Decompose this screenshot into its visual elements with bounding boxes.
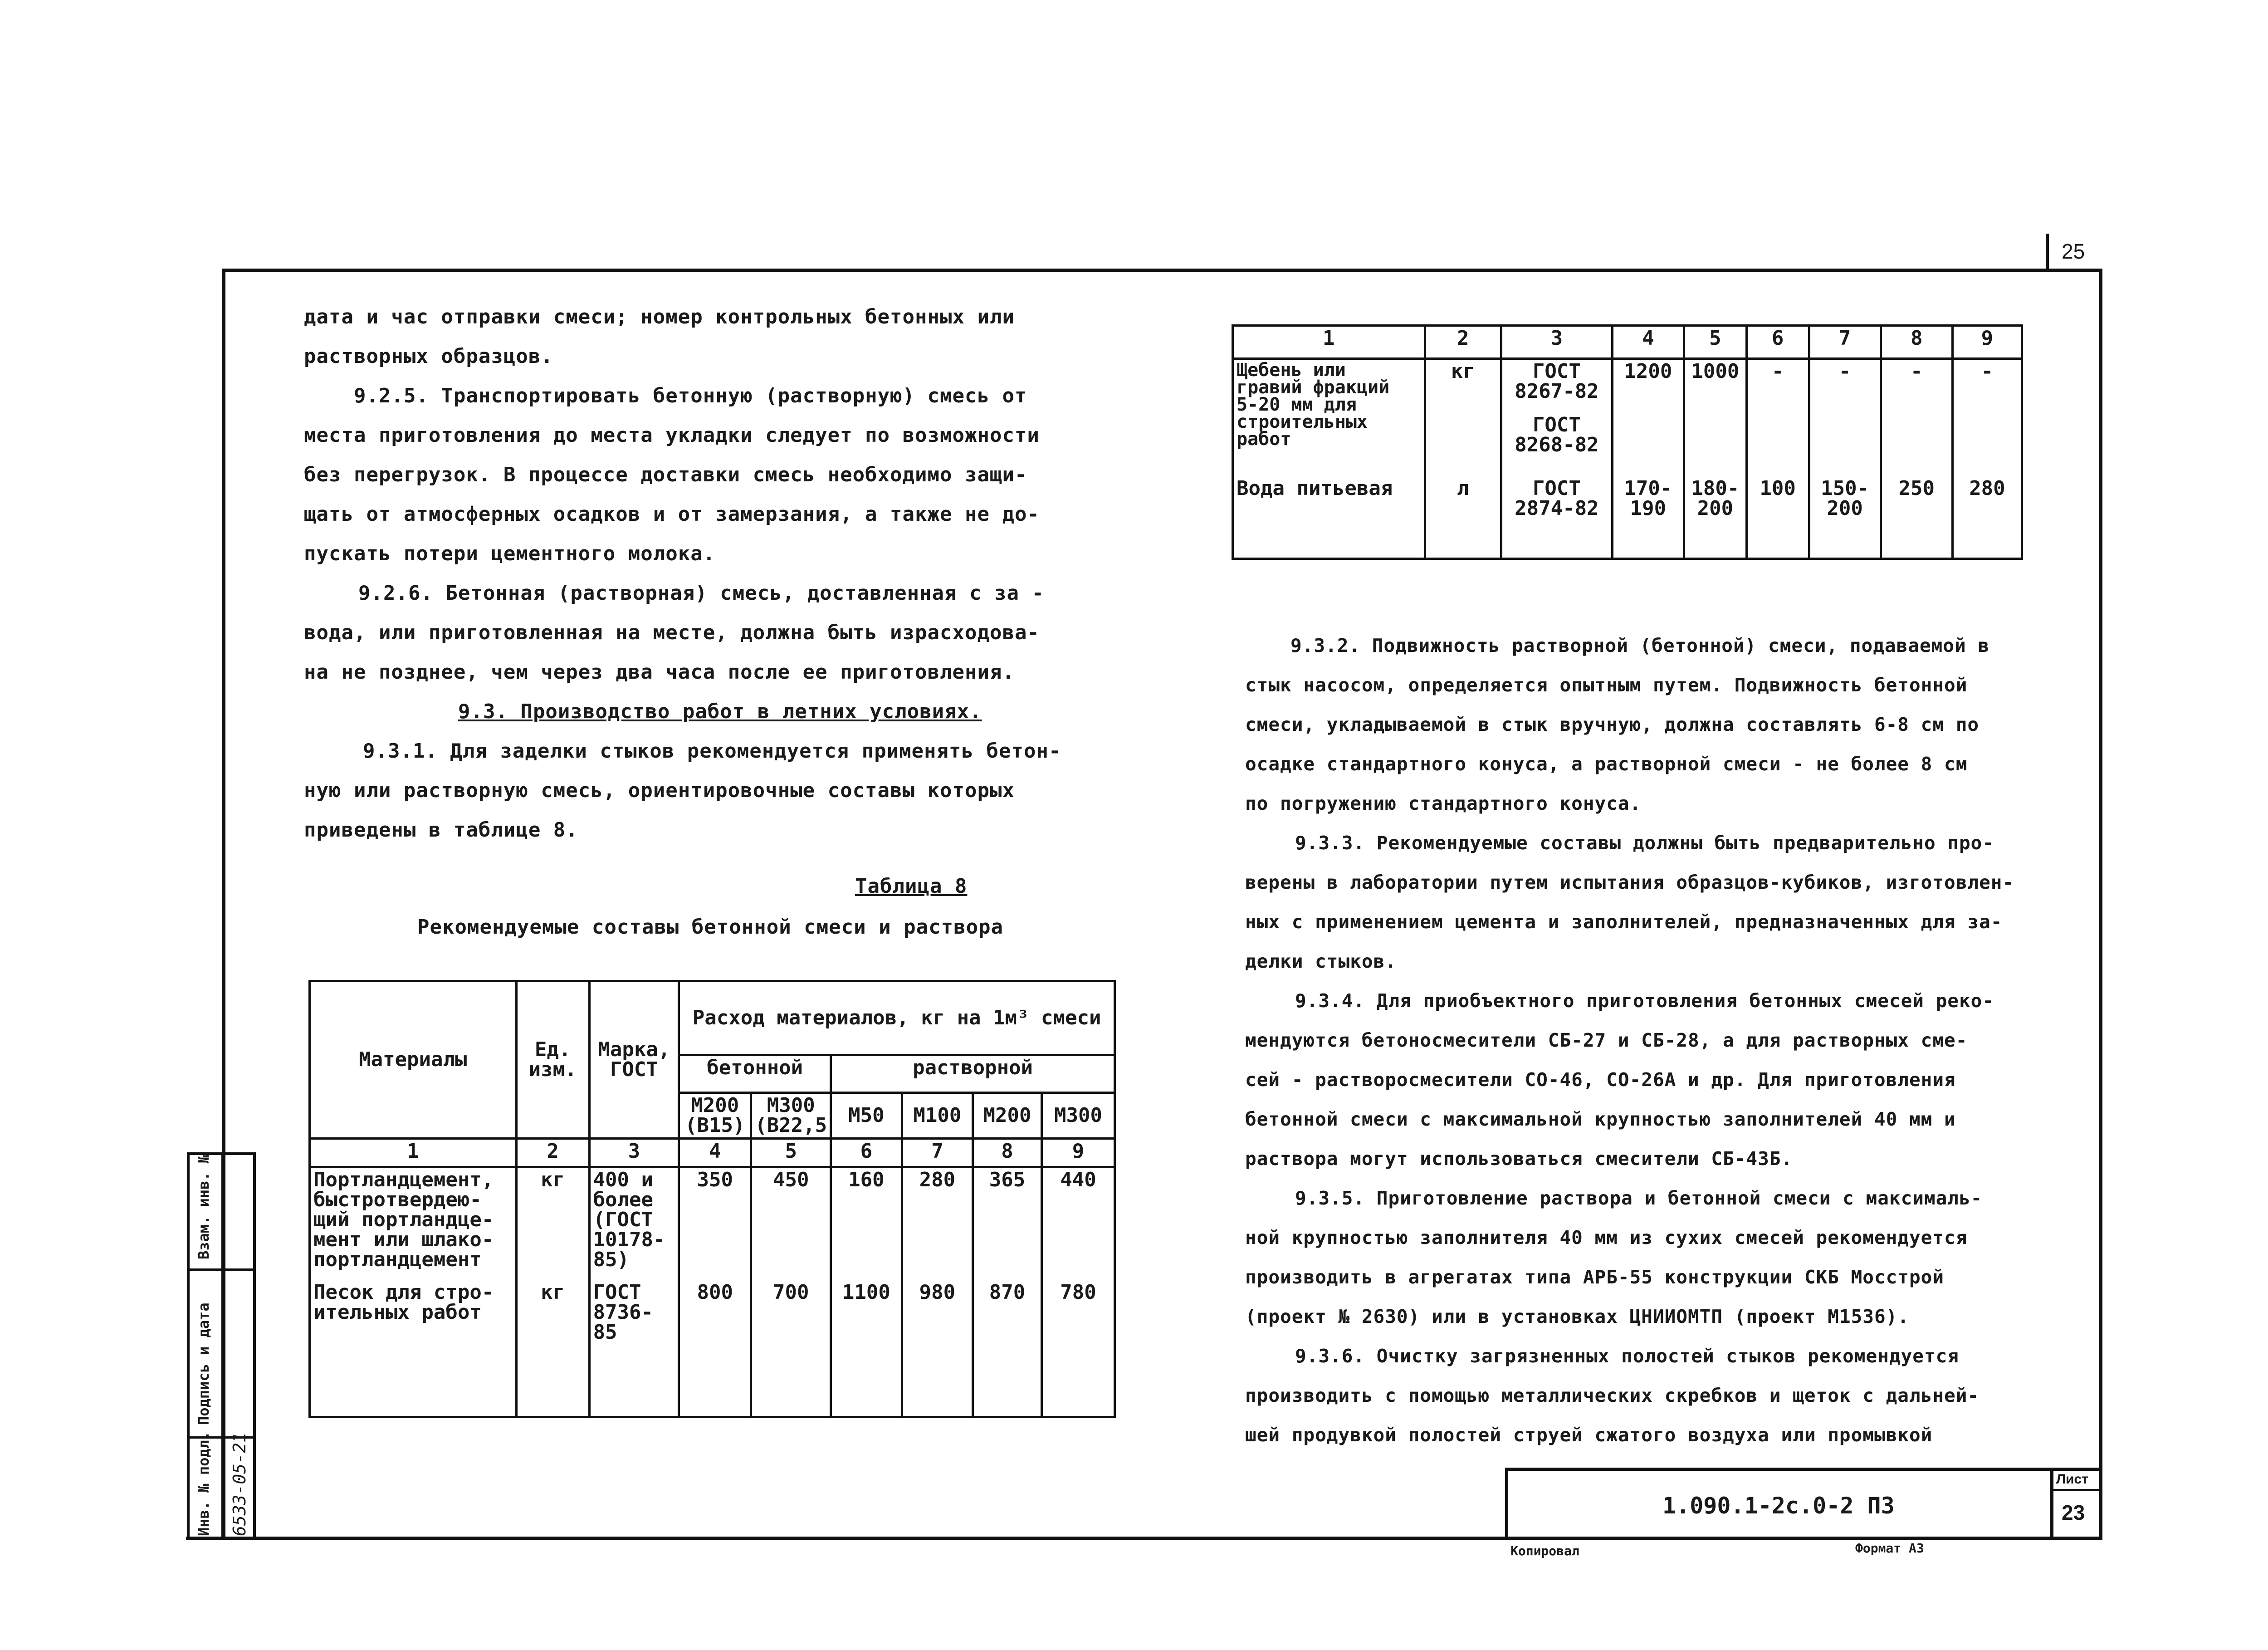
right-line: ной крупностью заполнителя 40 мм из сухих смесей рекомендуется (1245, 1227, 1968, 1249)
original-inventory-value: 6533-05-21 (230, 1432, 249, 1536)
column-number-row (310, 1139, 1115, 1167)
column-number-row (1233, 326, 2022, 359)
format-label: Формат А3 (1855, 1541, 1924, 1556)
grade-cell: М50 (831, 1093, 902, 1139)
column-number: 4 (679, 1139, 751, 1167)
material-name: Песок для стро- ительных работ (310, 1281, 517, 1417)
right-line: (проект № 2630) или в установках ЦНИИОМТП (проект М1536). (1245, 1306, 1909, 1327)
gost-b: 2874-82 (1515, 497, 1599, 520)
value-cell: 160 (831, 1167, 902, 1281)
value-cell: 1200 (1612, 359, 1684, 477)
right-line: стык насосом, определяется опытным путем. Подвижность бетонной (1245, 674, 1968, 696)
value-cell: 1000 (1684, 359, 1746, 477)
right-line: раствора могут использоваться смесители СБ-43Б. (1245, 1148, 1793, 1170)
right-line: верены в лаборатории путем испытания образцов-кубиков, изготовлен- (1245, 872, 2014, 893)
column-number: 8 (1881, 326, 1952, 359)
table-row (1233, 359, 2022, 477)
column-number: 5 (1684, 326, 1746, 359)
left-line: места приготовления до места укладки следует по возможности (304, 424, 1040, 447)
material-gost (1501, 359, 1612, 477)
left-line: приведены в таблице 8. (304, 818, 578, 842)
column-number: 4 (1612, 326, 1684, 359)
right-line: ных с применением цемента и заполнителей, предназначенных для за- (1245, 911, 2003, 933)
left-line: на не позднее, чем через два часа после ее приготовления. (304, 661, 1015, 684)
column-number: 7 (1809, 326, 1881, 359)
header-grade: Марка, ГОСТ (589, 981, 679, 1139)
grade-cell: М300 (В22,5 (751, 1093, 831, 1139)
right-line: мендуются бетоносмесители СБ-27 и СБ-28, а для растворных сме- (1245, 1029, 1968, 1051)
right-line: бетонной смеси с максимальной крупностью заполнителей 40 мм и (1245, 1108, 1956, 1130)
material-gost: ГОСТ 8736- 85 (589, 1281, 679, 1417)
value-cell: 100 (1746, 477, 1809, 559)
value-cell: 150- 200 (1809, 477, 1881, 559)
right-line: осадке стандартного конуса, а растворной смеси - не более 8 см (1245, 753, 1968, 775)
side-stamp (187, 1152, 256, 1540)
left-line: вода, или приготовленная на месте, должна быть израсходова- (304, 621, 1040, 644)
value-cell: 180- 200 (1684, 477, 1746, 559)
top-page-number: 25 (2062, 240, 2085, 263)
column-number: 1 (1233, 326, 1425, 359)
column-number: 6 (831, 1139, 902, 1167)
value-cell: - (1881, 359, 1952, 477)
sheet-number: 23 (2062, 1501, 2085, 1524)
column-number: 8 (973, 1139, 1042, 1167)
materials-table-continued (1232, 324, 2023, 560)
value-cell: 980 (902, 1281, 973, 1417)
table-label: Таблица 8 (855, 875, 968, 898)
table-caption: Рекомендуемые составы бетонной смеси и раствора (417, 916, 1004, 939)
right-line: 9.3.5. Приготовление раствора и бетонной смеси с максималь- (1295, 1187, 1983, 1209)
table-row (310, 1281, 1115, 1417)
left-text-column (304, 297, 1061, 850)
header-mortar: растворной (831, 1055, 1115, 1093)
material-gost: 400 и более (ГОСТ 10178- 85) (589, 1167, 679, 1281)
column-number: 2 (516, 1139, 589, 1167)
top-page-number-box (2046, 234, 2108, 270)
right-line: по погружению стандартного конуса. (1245, 793, 1642, 814)
grade-cell: М100 (902, 1093, 973, 1139)
signature-date-label: Подпись и дата (195, 1302, 212, 1425)
left-line: пускать потери цементного молока. (304, 542, 716, 565)
right-line: 9.3.6. Очистку загрязненных полостей стыков рекомендуется (1295, 1345, 1959, 1367)
grade-cell: М300 (1041, 1093, 1114, 1139)
original-inventory-label: Инв. № подл. (195, 1431, 212, 1536)
header-concrete: бетонной (679, 1055, 831, 1093)
gost-b: ГОСТ 8268-82 (1515, 413, 1599, 456)
material-gost (1501, 477, 1612, 559)
column-number: 1 (310, 1139, 517, 1167)
value-cell: - (1809, 359, 1881, 477)
value-cell: 700 (751, 1281, 831, 1417)
right-line: 9.3.2. Подвижность растворной (бетонной) смеси, подаваемой в (1290, 635, 1990, 656)
column-number: 9 (1952, 326, 2022, 359)
column-number: 9 (1041, 1139, 1114, 1167)
value-cell: 1100 (831, 1281, 902, 1417)
left-line: 9.3.1. Для заделки стыков рекомендуется применять бетон- (363, 739, 1061, 763)
left-line: без перегрузок. В процессе доставки смесь необходимо защи- (304, 463, 1027, 486)
value-cell: 350 (679, 1167, 751, 1281)
left-line: щать от атмосферных осадков и от замерзания, а также не до- (304, 503, 1040, 526)
right-line: сей - растворосмесители СО-46, СО-26А и др. Для приготовления (1245, 1069, 1956, 1091)
grade-cell: М200 (В15) (679, 1093, 751, 1139)
table-row (1233, 477, 2022, 559)
gost-a: ГОСТ (1532, 477, 1581, 500)
replaced-inventory-label: Взам. инв. № (195, 1154, 212, 1259)
header-materials: Материалы (310, 981, 517, 1139)
column-number: 2 (1425, 326, 1501, 359)
left-line: дата и час отправки смеси; номер контрольных бетонных или (304, 305, 1015, 328)
value-cell: 250 (1881, 477, 1952, 559)
material-unit: кг (516, 1167, 589, 1281)
column-number: 3 (1501, 326, 1612, 359)
right-line: производить с помощью металлических скребков и щеток с дальней- (1245, 1385, 1980, 1406)
value-cell: - (1746, 359, 1809, 477)
material-name: Щебень или гравий фракций 5-20 мм для строительных работ (1233, 359, 1425, 477)
table-row (310, 1167, 1115, 1281)
sheet-label: Лист (2056, 1472, 2088, 1487)
copied-by-label: Копировал (1510, 1543, 1579, 1558)
sheet-box (2050, 1471, 2102, 1540)
sheet-divider (2053, 1489, 2102, 1491)
column-number: 7 (902, 1139, 973, 1167)
right-line: шей продувкой полостей струей сжатого воздуха или промывкой (1245, 1424, 1933, 1446)
title-block (1505, 1468, 2102, 1540)
material-name: Портландцемент, быстротвердею- щий портландце- мент или шлако- портландцемент (310, 1167, 517, 1281)
column-number: 6 (1746, 326, 1809, 359)
value-cell: 280 (902, 1167, 973, 1281)
materials-table (308, 980, 1116, 1418)
value-cell: 780 (1041, 1281, 1114, 1417)
value-cell: 365 (973, 1167, 1042, 1281)
right-line: делки стыков. (1245, 950, 1397, 972)
right-line: смеси, укладываемой в стык вручную, должна составлять 6-8 см по (1245, 714, 1980, 735)
column-number: 3 (589, 1139, 679, 1167)
left-line: 9.2.6. Бетонная (растворная) смесь, доставленная с за - (358, 582, 1044, 605)
right-text-column (1245, 626, 2014, 1455)
right-line: 9.3.4. Для приобъектного приготовления бетонных смесей реко- (1295, 990, 1994, 1012)
header-unit: Ед. изм. (516, 981, 589, 1139)
column-number: 5 (751, 1139, 831, 1167)
material-unit: кг (1425, 359, 1501, 477)
right-line: производить в агрегатах типа АРБ-55 конструкции СКБ Мосстрой (1245, 1266, 1945, 1288)
value-cell: 170- 190 (1612, 477, 1684, 559)
value-cell: 800 (679, 1281, 751, 1417)
right-line: 9.3.3. Рекомендуемые составы должны быть предварительно про- (1295, 832, 1994, 854)
gost-a: ГОСТ 8267-82 (1515, 360, 1599, 403)
material-unit: кг (516, 1281, 589, 1417)
value-cell: 280 (1952, 477, 2022, 559)
material-unit: л (1425, 477, 1501, 559)
material-name: Вода питьевая (1233, 477, 1425, 559)
document-code: 1.090.1-2с.0-2 ПЗ (1662, 1493, 1895, 1519)
value-cell: 440 (1041, 1167, 1114, 1281)
header-consumption: Расход материалов, кг на 1м³ смеси (679, 981, 1115, 1055)
grade-cell: М200 (973, 1093, 1042, 1139)
left-line: растворных образцов. (304, 345, 553, 368)
left-line: 9.2.5. Транспортировать бетонную (растворную) смесь от (354, 384, 1027, 407)
section-heading: 9.3. Производство работ в летних условиях. (458, 700, 982, 723)
value-cell: 870 (973, 1281, 1042, 1417)
value-cell: - (1952, 359, 2022, 477)
value-cell: 450 (751, 1167, 831, 1281)
left-line: ную или растворную смесь, ориентировочные составы которых (304, 779, 1015, 802)
stamp-row-line (190, 1268, 253, 1271)
